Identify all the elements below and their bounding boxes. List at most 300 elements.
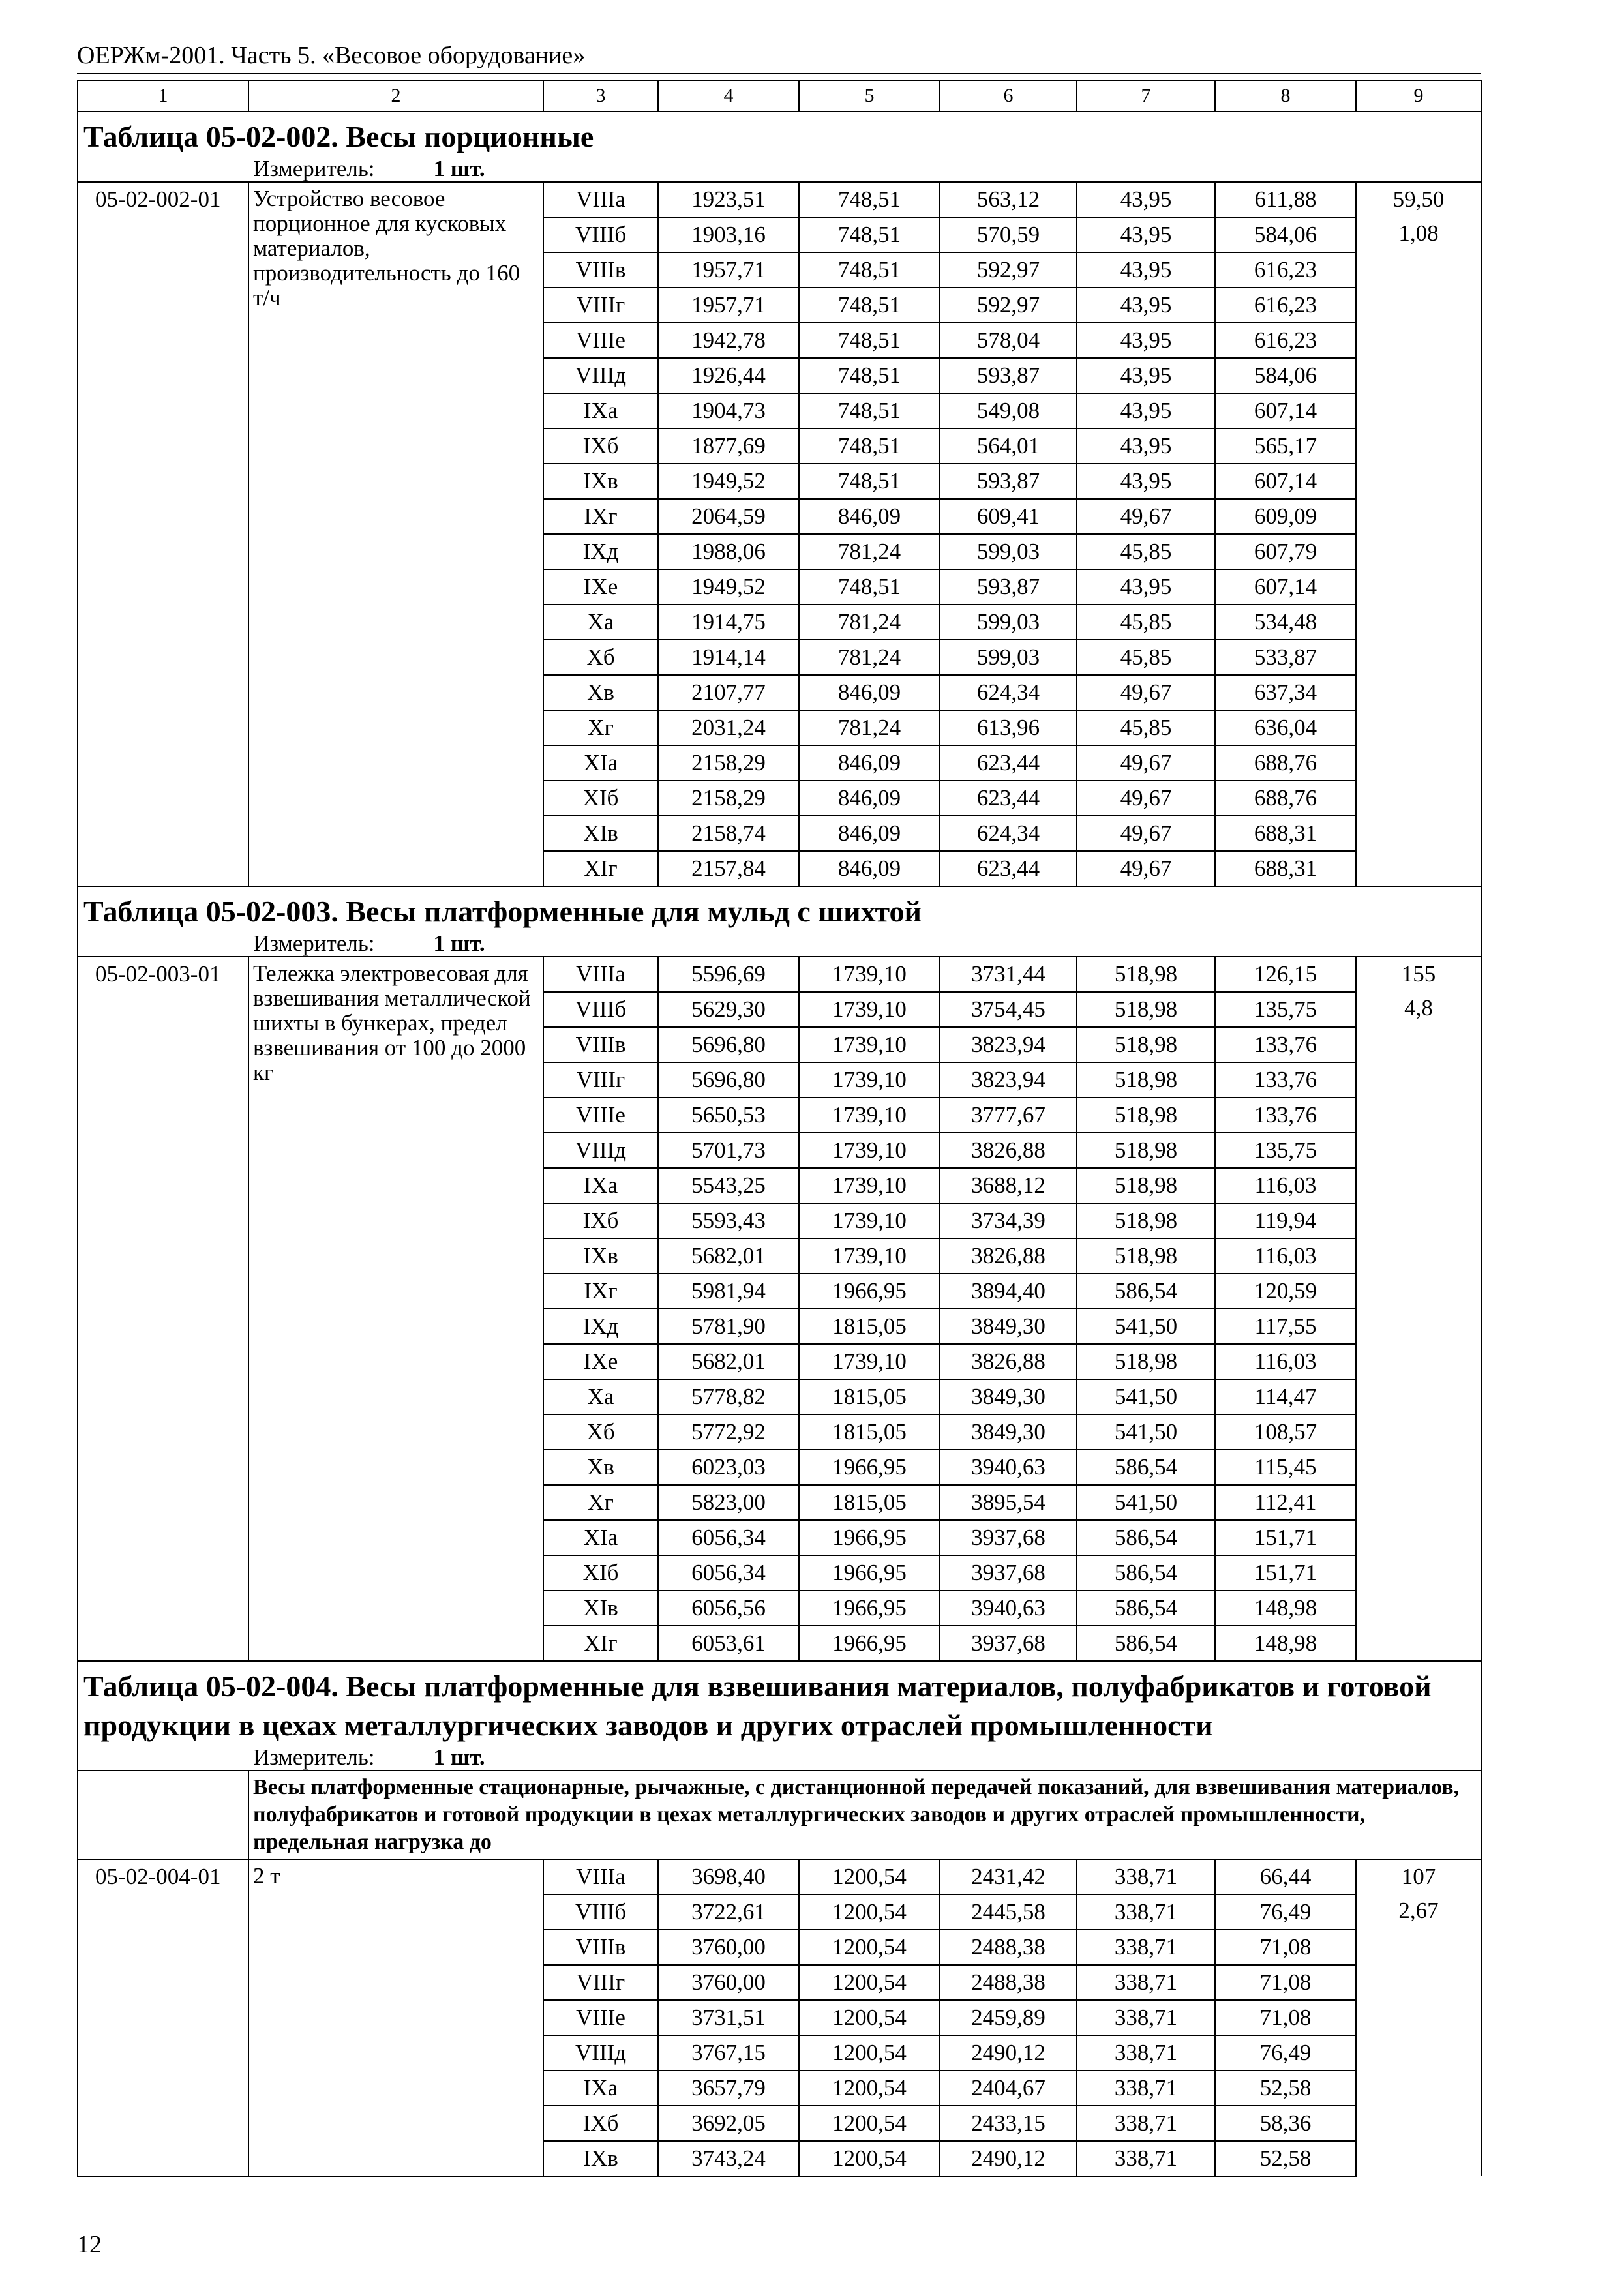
cell-col-6: 2431,42: [940, 1859, 1077, 1894]
cell-col-5: 1966,95: [799, 1555, 940, 1591]
cell-col-8: 584,06: [1215, 217, 1356, 252]
cell-col-5: 748,51: [799, 464, 940, 499]
cell-col-8: 112,41: [1215, 1485, 1356, 1520]
cell-col-5: 1739,10: [799, 992, 940, 1027]
cell-col-3: VIIIa: [543, 1859, 658, 1894]
table-row: [78, 957, 1481, 992]
cell-col-3: VIIIв: [543, 1027, 658, 1062]
cell-col-6: 3734,39: [940, 1203, 1077, 1238]
cell-col-4: 2158,74: [658, 816, 799, 851]
cell-col-4: 2064,59: [658, 499, 799, 534]
cell-col-5: 781,24: [799, 640, 940, 675]
cell-col-5: 1966,95: [799, 1626, 940, 1661]
cell-col-3: XIa: [543, 745, 658, 781]
cell-col-8: 148,98: [1215, 1626, 1356, 1661]
cell-col-5: 846,09: [799, 499, 940, 534]
cell-col-6: 3823,94: [940, 1062, 1077, 1098]
cell-col-3: IXб: [543, 1203, 658, 1238]
cell-col-3: IXв: [543, 1238, 658, 1274]
cell-col-3: IXa: [543, 2071, 658, 2106]
cell-col-7: 518,98: [1077, 1168, 1215, 1203]
cell-col-8: 637,34: [1215, 675, 1356, 710]
cell-col-3: Xб: [543, 640, 658, 675]
cell-col-5: 781,24: [799, 710, 940, 745]
cell-col-7: 49,67: [1077, 745, 1215, 781]
cell-col-8: 71,08: [1215, 2000, 1356, 2035]
cell-col-8: 133,76: [1215, 1098, 1356, 1133]
measure-label: Измеритель:: [253, 931, 375, 956]
cell-col-4: 5650,53: [658, 1098, 799, 1133]
table-title-row: [78, 1661, 1481, 1745]
cell-col-6: 2490,12: [940, 2141, 1077, 2176]
cell-col-3: IXв: [543, 464, 658, 499]
cell-col-5: 1966,95: [799, 1520, 940, 1555]
column-number: 2: [248, 80, 543, 112]
cell-col-4: 6056,34: [658, 1520, 799, 1555]
measure-line: [82, 1745, 1477, 1770]
cell-col-7: 541,50: [1077, 1379, 1215, 1414]
cell-col-3: VIIIд: [543, 1133, 658, 1168]
cell-col-8: 616,23: [1215, 288, 1356, 323]
cell-col-7: 43,95: [1077, 323, 1215, 358]
cell-col-3: IXд: [543, 1309, 658, 1344]
cell-col-3: XIб: [543, 1555, 658, 1591]
description-blank: [78, 1771, 248, 1859]
description: Весы платформенные стационарные, рычажные, с дистанционной передачей показаний, для взвешивания материалов, полуфабрикатов и готовой продукции в цехах металлургических заводов и других отраслей промышленности, предельная нагрузка до: [248, 1771, 1481, 1859]
cell-col-4: 6056,34: [658, 1555, 799, 1591]
cell-col-3: VIIIв: [543, 252, 658, 288]
page-number: 12: [77, 2231, 102, 2258]
cell-col-7: 338,71: [1077, 1965, 1215, 2000]
cell-col-5: 1200,54: [799, 2106, 940, 2141]
cell-col-3: IXe: [543, 1344, 658, 1379]
measure-row: [78, 1745, 1481, 1771]
cell-col-6: 3940,63: [940, 1450, 1077, 1485]
cell-col-4: 2158,29: [658, 781, 799, 816]
cell-col-5: 846,09: [799, 675, 940, 710]
cell-col-6: 564,01: [940, 428, 1077, 464]
cell-col-6: 3895,54: [940, 1485, 1077, 1520]
cell-col-8: 609,09: [1215, 499, 1356, 534]
cell-col-8: 607,14: [1215, 569, 1356, 605]
measure-row: [78, 931, 1481, 957]
cell-col-7: 43,95: [1077, 217, 1215, 252]
measure-row: [78, 157, 1481, 182]
cell-col-8: 616,23: [1215, 252, 1356, 288]
cell-col-6: 3688,12: [940, 1168, 1077, 1203]
cell-col-6: 609,41: [940, 499, 1077, 534]
cell-col-4: 5682,01: [658, 1238, 799, 1274]
measure-value: 1 шт.: [433, 1745, 485, 1770]
measure-cell: [78, 931, 1481, 957]
cell-col-7: 586,54: [1077, 1555, 1215, 1591]
table-title-row: [78, 886, 1481, 931]
cell-col-4: 3722,61: [658, 1894, 799, 1930]
cell-col-5: 1200,54: [799, 2035, 940, 2071]
cell-col-6: 2488,38: [940, 1965, 1077, 2000]
cell-col-3: VIIIг: [543, 1062, 658, 1098]
cell-col-6: 624,34: [940, 816, 1077, 851]
cell-col-5: 1739,10: [799, 1027, 940, 1062]
cell-col-7: 43,95: [1077, 393, 1215, 428]
cell-col-8: 115,45: [1215, 1450, 1356, 1485]
cell-col-6: 599,03: [940, 605, 1077, 640]
cell-col-3: Xa: [543, 605, 658, 640]
table-title: Таблица 05-02-002. Весы порционные: [78, 112, 1481, 157]
cell-col-7: 49,67: [1077, 675, 1215, 710]
cell-col-8: 114,47: [1215, 1379, 1356, 1414]
measure-line: [82, 157, 1477, 181]
cell-col-5: 1200,54: [799, 2000, 940, 2035]
table-row: [78, 1859, 1481, 1894]
cell-col-8: 58,36: [1215, 2106, 1356, 2141]
cell-col-8: 135,75: [1215, 1133, 1356, 1168]
cell-col-3: VIIIa: [543, 957, 658, 992]
cell-col-8: 534,48: [1215, 605, 1356, 640]
cell-col-6: 3937,68: [940, 1626, 1077, 1661]
cell-col-6: 2490,12: [940, 2035, 1077, 2071]
cell-col-8: 71,08: [1215, 1965, 1356, 2000]
cell-col-5: 748,51: [799, 252, 940, 288]
cell-col-7: 49,67: [1077, 816, 1215, 851]
cell-col-7: 586,54: [1077, 1626, 1215, 1661]
table-title-row: [78, 112, 1481, 157]
cell-col-7: 43,95: [1077, 464, 1215, 499]
cell-col-3: VIIIв: [543, 1930, 658, 1965]
position-code: 05-02-003-01: [78, 957, 248, 1661]
cell-col-5: 748,51: [799, 358, 940, 393]
cell-col-7: 338,71: [1077, 2071, 1215, 2106]
cell-col-8: 151,71: [1215, 1520, 1356, 1555]
cell-col-4: 1949,52: [658, 569, 799, 605]
cell-col-8: 52,58: [1215, 2071, 1356, 2106]
cell-col-7: 518,98: [1077, 1027, 1215, 1062]
cell-col-4: 6056,56: [658, 1591, 799, 1626]
cell-col-5: 1200,54: [799, 2141, 940, 2176]
cell-col-7: 518,98: [1077, 1203, 1215, 1238]
col9-cell: [1356, 957, 1481, 1661]
cell-col-3: Xa: [543, 1379, 658, 1414]
cell-col-8: 607,14: [1215, 393, 1356, 428]
cell-col-7: 518,98: [1077, 1344, 1215, 1379]
cell-col-7: 518,98: [1077, 1062, 1215, 1098]
cell-col-4: 1957,71: [658, 288, 799, 323]
cell-col-8: 688,76: [1215, 745, 1356, 781]
cell-col-5: 1966,95: [799, 1274, 940, 1309]
estimate-table: [77, 80, 1482, 2177]
cell-col-5: 1200,54: [799, 1930, 940, 1965]
column-number: 7: [1077, 80, 1215, 112]
cell-col-6: 3823,94: [940, 1027, 1077, 1062]
cell-col-3: XIб: [543, 781, 658, 816]
cell-col-5: 748,51: [799, 182, 940, 217]
cell-col-5: 1739,10: [799, 1168, 940, 1203]
cell-col-7: 338,71: [1077, 2141, 1215, 2176]
measure-line: [82, 931, 1477, 956]
cell-col-3: VIIIе: [543, 2000, 658, 2035]
cell-col-6: 599,03: [940, 640, 1077, 675]
cell-col-4: 3731,51: [658, 2000, 799, 2035]
cell-col-5: 1200,54: [799, 2071, 940, 2106]
measure-cell: [78, 1745, 1481, 1771]
cell-col-8: 119,94: [1215, 1203, 1356, 1238]
position-name: Тележка электровесовая для взвешивания металлической шихты в бункерах, предел взвешивания от 100 до 2000 кг: [248, 957, 543, 1661]
cell-col-7: 43,95: [1077, 569, 1215, 605]
cell-col-7: 45,85: [1077, 534, 1215, 569]
cell-col-4: 5772,92: [658, 1414, 799, 1450]
cell-col-7: 45,85: [1077, 605, 1215, 640]
cell-col-5: 1739,10: [799, 1344, 940, 1379]
cell-col-5: 1200,54: [799, 1965, 940, 2000]
cell-col-7: 338,71: [1077, 1859, 1215, 1894]
cell-col-7: 43,95: [1077, 358, 1215, 393]
cell-col-6: 549,08: [940, 393, 1077, 428]
cell-col-6: 3894,40: [940, 1274, 1077, 1309]
cell-col-7: 49,67: [1077, 781, 1215, 816]
cell-col-8: 52,58: [1215, 2141, 1356, 2176]
cell-col-5: 1739,10: [799, 1133, 940, 1168]
column-number: 4: [658, 80, 799, 112]
cell-col-4: 5596,69: [658, 957, 799, 992]
cell-col-6: 3937,68: [940, 1520, 1077, 1555]
cell-col-6: 623,44: [940, 781, 1077, 816]
cell-col-7: 586,54: [1077, 1591, 1215, 1626]
cell-col-7: 45,85: [1077, 710, 1215, 745]
cell-col-7: 518,98: [1077, 1133, 1215, 1168]
cell-col-8: 611,88: [1215, 182, 1356, 217]
cell-col-5: 1739,10: [799, 1098, 940, 1133]
cell-col-3: IXe: [543, 569, 658, 605]
cell-col-7: 49,67: [1077, 499, 1215, 534]
cell-col-7: 541,50: [1077, 1485, 1215, 1520]
cell-col-8: 71,08: [1215, 1930, 1356, 1965]
cell-col-6: 3826,88: [940, 1238, 1077, 1274]
cell-col-6: 3731,44: [940, 957, 1077, 992]
cell-col-7: 518,98: [1077, 957, 1215, 992]
cell-col-7: 518,98: [1077, 992, 1215, 1027]
measure-value: 1 шт.: [433, 931, 485, 956]
cell-col-8: 116,03: [1215, 1344, 1356, 1379]
cell-col-7: 43,95: [1077, 252, 1215, 288]
cell-col-6: 563,12: [940, 182, 1077, 217]
cell-col-8: 151,71: [1215, 1555, 1356, 1591]
cell-col-6: 599,03: [940, 534, 1077, 569]
cell-col-7: 338,71: [1077, 2106, 1215, 2141]
cell-col-5: 1815,05: [799, 1309, 940, 1344]
cell-col-6: 2488,38: [940, 1930, 1077, 1965]
cell-col-4: 5593,43: [658, 1203, 799, 1238]
cell-col-3: Xг: [543, 1485, 658, 1520]
column-number: 8: [1215, 80, 1356, 112]
column-number: 5: [799, 80, 940, 112]
cell-col-4: 3692,05: [658, 2106, 799, 2141]
cell-col-4: 3760,00: [658, 1930, 799, 1965]
cell-col-7: 43,95: [1077, 428, 1215, 464]
cell-col-6: 3826,88: [940, 1133, 1077, 1168]
cell-col-8: 76,49: [1215, 2035, 1356, 2071]
cell-col-3: VIIIд: [543, 2035, 658, 2071]
cell-col-6: 3849,30: [940, 1414, 1077, 1450]
table-title: Таблица 05-02-003. Весы платформенные для мульд с шихтой: [78, 886, 1481, 931]
cell-col-4: 3657,79: [658, 2071, 799, 2106]
cell-col-8: 135,75: [1215, 992, 1356, 1027]
cell-col-3: Xб: [543, 1414, 658, 1450]
cell-col-7: 541,50: [1077, 1414, 1215, 1450]
cell-col-3: XIг: [543, 1626, 658, 1661]
cell-col-6: 624,34: [940, 675, 1077, 710]
position-name: 2 т: [248, 1859, 543, 2176]
cell-col-6: 3826,88: [940, 1344, 1077, 1379]
cell-col-3: Xг: [543, 710, 658, 745]
measure-label: Измеритель:: [253, 157, 375, 181]
cell-col-3: VIIIб: [543, 217, 658, 252]
cell-col-4: 1914,14: [658, 640, 799, 675]
cell-col-6: 2459,89: [940, 2000, 1077, 2035]
cell-col-4: 6053,61: [658, 1626, 799, 1661]
cell-col-3: XIв: [543, 1591, 658, 1626]
cell-col-4: 1904,73: [658, 393, 799, 428]
column-number-row: [78, 80, 1481, 112]
cell-col-7: 338,71: [1077, 2000, 1215, 2035]
cell-col-3: VIIIд: [543, 358, 658, 393]
cell-col-4: 5543,25: [658, 1168, 799, 1203]
cell-col-5: 1966,95: [799, 1591, 940, 1626]
cell-col-3: Xв: [543, 675, 658, 710]
position-code: 05-02-004-01: [78, 1859, 248, 2176]
cell-col-8: 688,76: [1215, 781, 1356, 816]
cell-col-4: 5696,80: [658, 1027, 799, 1062]
cell-col-7: 338,71: [1077, 1894, 1215, 1930]
cell-col-3: IXд: [543, 534, 658, 569]
cell-col-3: VIIIг: [543, 1965, 658, 2000]
cell-col-5: 1200,54: [799, 1894, 940, 1930]
column-number: 9: [1356, 80, 1481, 112]
cell-col-4: 2031,24: [658, 710, 799, 745]
col9-value: 4,8: [1404, 995, 1433, 1021]
cell-col-4: 3698,40: [658, 1859, 799, 1894]
cell-col-6: 593,87: [940, 464, 1077, 499]
col9-value: 59,50: [1392, 187, 1445, 212]
cell-col-3: IXa: [543, 393, 658, 428]
cell-col-3: XIa: [543, 1520, 658, 1555]
cell-col-3: XIв: [543, 816, 658, 851]
cell-col-4: 5696,80: [658, 1062, 799, 1098]
cell-col-6: 3754,45: [940, 992, 1077, 1027]
cell-col-5: 1815,05: [799, 1485, 940, 1520]
cell-col-6: 3937,68: [940, 1555, 1077, 1591]
cell-col-4: 5629,30: [658, 992, 799, 1027]
cell-col-6: 613,96: [940, 710, 1077, 745]
cell-col-8: 66,44: [1215, 1859, 1356, 1894]
column-number: 6: [940, 80, 1077, 112]
cell-col-5: 748,51: [799, 569, 940, 605]
header-rule: [77, 73, 1481, 74]
position-code: 05-02-002-01: [78, 182, 248, 886]
cell-col-5: 846,09: [799, 851, 940, 886]
position-name: Устройство весовое порционное для кусковых материалов, производительность до 160 т/ч: [248, 182, 543, 886]
cell-col-3: VIIIa: [543, 182, 658, 217]
cell-col-6: 2404,67: [940, 2071, 1077, 2106]
cell-col-5: 1200,54: [799, 1859, 940, 1894]
cell-col-3: IXб: [543, 2106, 658, 2141]
cell-col-4: 1949,52: [658, 464, 799, 499]
cell-col-3: IXa: [543, 1168, 658, 1203]
cell-col-4: 2158,29: [658, 745, 799, 781]
col9-cell: [1356, 1859, 1481, 2176]
cell-col-4: 1942,78: [658, 323, 799, 358]
cell-col-4: 5778,82: [658, 1379, 799, 1414]
cell-col-8: 120,59: [1215, 1274, 1356, 1309]
cell-col-4: 2107,77: [658, 675, 799, 710]
cell-col-5: 748,51: [799, 288, 940, 323]
cell-col-3: IXв: [543, 2141, 658, 2176]
cell-col-4: 1926,44: [658, 358, 799, 393]
cell-col-6: 2445,58: [940, 1894, 1077, 1930]
cell-col-6: 3777,67: [940, 1098, 1077, 1133]
description-row: [78, 1771, 1481, 1859]
cell-col-3: Xв: [543, 1450, 658, 1485]
cell-col-8: 688,31: [1215, 816, 1356, 851]
cell-col-4: 1914,75: [658, 605, 799, 640]
cell-col-7: 586,54: [1077, 1450, 1215, 1485]
cell-col-3: XIг: [543, 851, 658, 886]
cell-col-3: IXб: [543, 428, 658, 464]
cell-col-8: 116,03: [1215, 1168, 1356, 1203]
cell-col-6: 623,44: [940, 851, 1077, 886]
cell-col-4: 5682,01: [658, 1344, 799, 1379]
cell-col-8: 616,23: [1215, 323, 1356, 358]
cell-col-4: 5701,73: [658, 1133, 799, 1168]
col9-value: 1,08: [1398, 220, 1439, 246]
cell-col-3: VIIIб: [543, 1894, 658, 1930]
cell-col-4: 1923,51: [658, 182, 799, 217]
cell-col-8: 607,14: [1215, 464, 1356, 499]
cell-col-4: 3767,15: [658, 2035, 799, 2071]
cell-col-7: 49,67: [1077, 851, 1215, 886]
cell-col-4: 1877,69: [658, 428, 799, 464]
cell-col-5: 1966,95: [799, 1450, 940, 1485]
cell-col-5: 846,09: [799, 781, 940, 816]
col9-value: 155: [1401, 961, 1436, 987]
cell-col-5: 1739,10: [799, 1203, 940, 1238]
cell-col-8: 116,03: [1215, 1238, 1356, 1274]
cell-col-3: IXг: [543, 499, 658, 534]
cell-col-6: 592,97: [940, 288, 1077, 323]
cell-col-8: 607,79: [1215, 534, 1356, 569]
cell-col-8: 688,31: [1215, 851, 1356, 886]
measure-label: Измеритель:: [253, 1745, 375, 1770]
cell-col-6: 570,59: [940, 217, 1077, 252]
cell-col-7: 43,95: [1077, 182, 1215, 217]
cell-col-5: 1815,05: [799, 1414, 940, 1450]
cell-col-5: 1739,10: [799, 1062, 940, 1098]
cell-col-3: VIIIб: [543, 992, 658, 1027]
cell-col-8: 108,57: [1215, 1414, 1356, 1450]
cell-col-5: 781,24: [799, 534, 940, 569]
cell-col-6: 592,97: [940, 252, 1077, 288]
cell-col-3: IXг: [543, 1274, 658, 1309]
cell-col-6: 3849,30: [940, 1379, 1077, 1414]
cell-col-7: 541,50: [1077, 1309, 1215, 1344]
cell-col-5: 781,24: [799, 605, 940, 640]
cell-col-6: 623,44: [940, 745, 1077, 781]
table-row: [78, 182, 1481, 217]
cell-col-3: VIIIе: [543, 1098, 658, 1133]
cell-col-7: 586,54: [1077, 1274, 1215, 1309]
cell-col-4: 1988,06: [658, 534, 799, 569]
cell-col-3: VIIIг: [543, 288, 658, 323]
cell-col-8: 126,15: [1215, 957, 1356, 992]
